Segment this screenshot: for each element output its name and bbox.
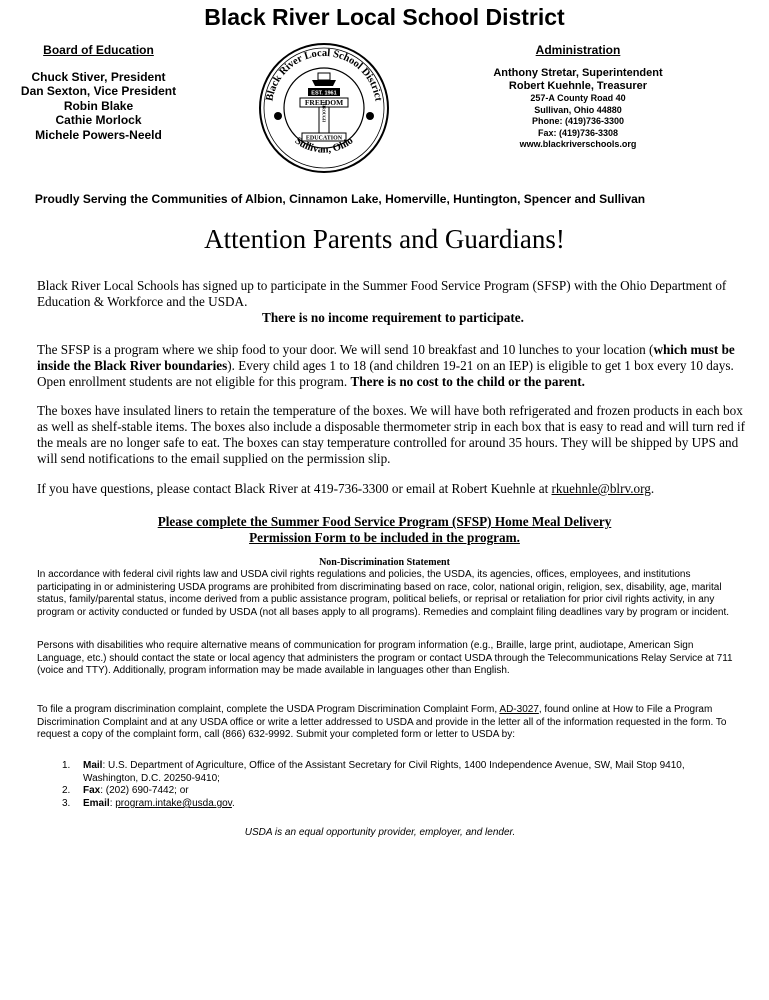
paragraph-contact [37, 481, 749, 497]
seal-year: EST. 1961 [311, 90, 337, 97]
paragraph-intro [37, 278, 749, 326]
list-number: 3. [62, 797, 71, 809]
method-text: : U.S. Department of Agriculture, Office of the Assistant Secretary for Civil Rights, 1400 Independence Avenue, SW, Mail Stop 9410, Washington, D.C. 20250-9410; [83, 760, 685, 784]
seal-lamp-icon [312, 80, 336, 86]
form-note-line-2: Permission Form to be included in the program. [249, 530, 520, 545]
list-item [0, 760, 740, 785]
superintendent: Anthony Stretar, Superintendent [493, 67, 663, 79]
fax: Fax: (419)736-3308 [537, 127, 619, 138]
seal-word-through: THROUGH [321, 101, 327, 122]
seal-word-freedom: FREEDOM [304, 98, 344, 108]
board-heading: Board of Education [43, 43, 154, 57]
method-text-end: . [231, 797, 235, 809]
method-text: : (202) 690-7442; or [100, 785, 189, 797]
complaint-text-b: , found online at How to File a Program Discrimination Complaint and at any USDA office or write a letter addressed to USDA and provide in the letter all of the information requested in the form. To request a copy of the complaint form, call (866) 632-9992. Submit your completed form or letter to USDA by: [37, 704, 727, 741]
address-line-1: 257-A County Road 40 [530, 93, 626, 103]
list-item [0, 798, 740, 811]
nondiscrimination-paragraph-2: Persons with disabilities who require alternative means of communication for program information (e.g., Braille, large print, audiotape, American Sign Language, etc.) should contact the state or local agency that administers the program or contact USDA through the Telecommunications Relay Service at 711 (voice and TTY). Additionally, program information may be made available in languages other than English. [37, 640, 733, 677]
treasurer: Robert Kuehnle, Treasurer [508, 80, 648, 92]
page-headline: Attention Parents and Guardians! [204, 224, 565, 254]
program-text-a: The SFSP is a program where we ship food to your door. We will send 10 breakfast and 10 lunches to your location ( [37, 342, 654, 357]
method-text: : [109, 797, 116, 809]
board-member: Robin Blake [63, 98, 134, 113]
no-income-requirement: There is no income requirement to participate. [262, 310, 524, 325]
boundary-note: which must be inside the Black River boundaries [37, 342, 735, 373]
seal-top-text: Black River Local School District [264, 47, 384, 102]
seal-right-star [366, 112, 374, 120]
administration-block [488, 43, 668, 151]
list-item [0, 785, 740, 798]
district-seal-logo [258, 42, 390, 174]
paragraph-program [37, 342, 749, 390]
paragraph-boxes: The boxes have insulated liners to retain the temperature of the boxes. We will have both refrigerated and frozen products in each box as well as shelf-stable items. The boxes also include a disposable thermometer strip in each box that is easy to read and will turn red if the meals are no longer safe to eat. The boxes can stay temperature controlled for around 35 hours. They will be shipped by UPS and will send notifications to the email supplied on the permission slip. [37, 403, 746, 466]
list-number: 1. [62, 760, 71, 771]
program-text-b: ). Every child ages 1 to 18 (and children 19-21 on an IEP) is eligible to get 1 box every 10 days. Open enrollment students are not eligible for this program. [37, 358, 734, 389]
contact-email-link[interactable]: rkuehnle@blrv.org [551, 481, 651, 496]
nondiscrimination-paragraph-1: In accordance with federal civil rights law and USDA civil rights regulations and policies, the USDA, its agencies, offices, employees, and institutions participating in or administering USDA programs are prohibited from discriminating based on race, color, national origin, religion, sex, disability, age, marital status, family/parental status, income derived from a public assistance program, political beliefs, or reprisal or retaliation for prior civil rights activity, in any program or activity conducted or funded by USDA (not all bases apply to all programs). Remedies and complaint filing deadlines vary by program or incident. [37, 569, 730, 618]
method-label: Fax [83, 785, 101, 797]
submission-methods-list [0, 760, 740, 810]
communities-tagline: Proudly Serving the Communities of Albion, Cinnamon Lake, Homerville, Huntington, Spencer and Sullivan [34, 192, 646, 206]
board-member: Michele Powers-Neeld [35, 127, 162, 142]
seal-word-education: EDUCATION [305, 135, 343, 142]
nondiscrimination-paragraph-3 [37, 704, 737, 742]
phone: Phone: (419)736-3300 [531, 116, 625, 127]
board-member: Cathie Morlock [55, 113, 142, 128]
ad-3027-link[interactable]: AD-3027 [499, 704, 539, 715]
seal-left-star [274, 112, 282, 120]
permission-form-note [0, 514, 769, 546]
contact-text: If you have questions, please contact Black River at 419-736-3300 or email at Robert Kuehnle at [37, 481, 552, 496]
nondiscrimination-title: Non-Discrimination Statement [319, 557, 450, 568]
website-link[interactable]: www.blackriverschools.org [519, 139, 637, 150]
usda-email-link[interactable]: program.intake@usda.gov [115, 797, 232, 809]
form-note-line-1: Please complete the Summer Food Service Program (SFSP) Home Meal Delivery [157, 514, 612, 529]
address-line-2: Sullivan, Ohio 44880 [534, 104, 622, 115]
equal-opportunity-statement: USDA is an equal opportunity provider, employer, and lender. [244, 827, 516, 838]
district-title: Black River Local School District [204, 4, 565, 30]
no-cost-note: There is no cost to the child or the parent. [350, 374, 585, 389]
administration-heading: Administration [535, 43, 621, 57]
board-of-education-block [6, 43, 191, 142]
method-label: Mail [83, 760, 103, 771]
seal-bottom-text: Sullivan, Ohio [292, 135, 356, 156]
board-members-list [6, 70, 191, 142]
intro-text: Black River Local Schools has signed up to participate in the Summer Food Service Program (SFSP) with the Ohio Department of Education & Workforce and the USDA. [37, 278, 727, 309]
method-label: Email [83, 797, 110, 809]
list-number: 2. [62, 785, 71, 797]
board-member: Dan Sexton, Vice President [20, 84, 177, 99]
complaint-text-a: To file a program discrimination complaint, complete the USDA Program Discrimination Complaint Form, [37, 704, 500, 715]
contact-text-end: . [650, 481, 655, 496]
board-member: Chuck Stiver, President [31, 70, 166, 84]
